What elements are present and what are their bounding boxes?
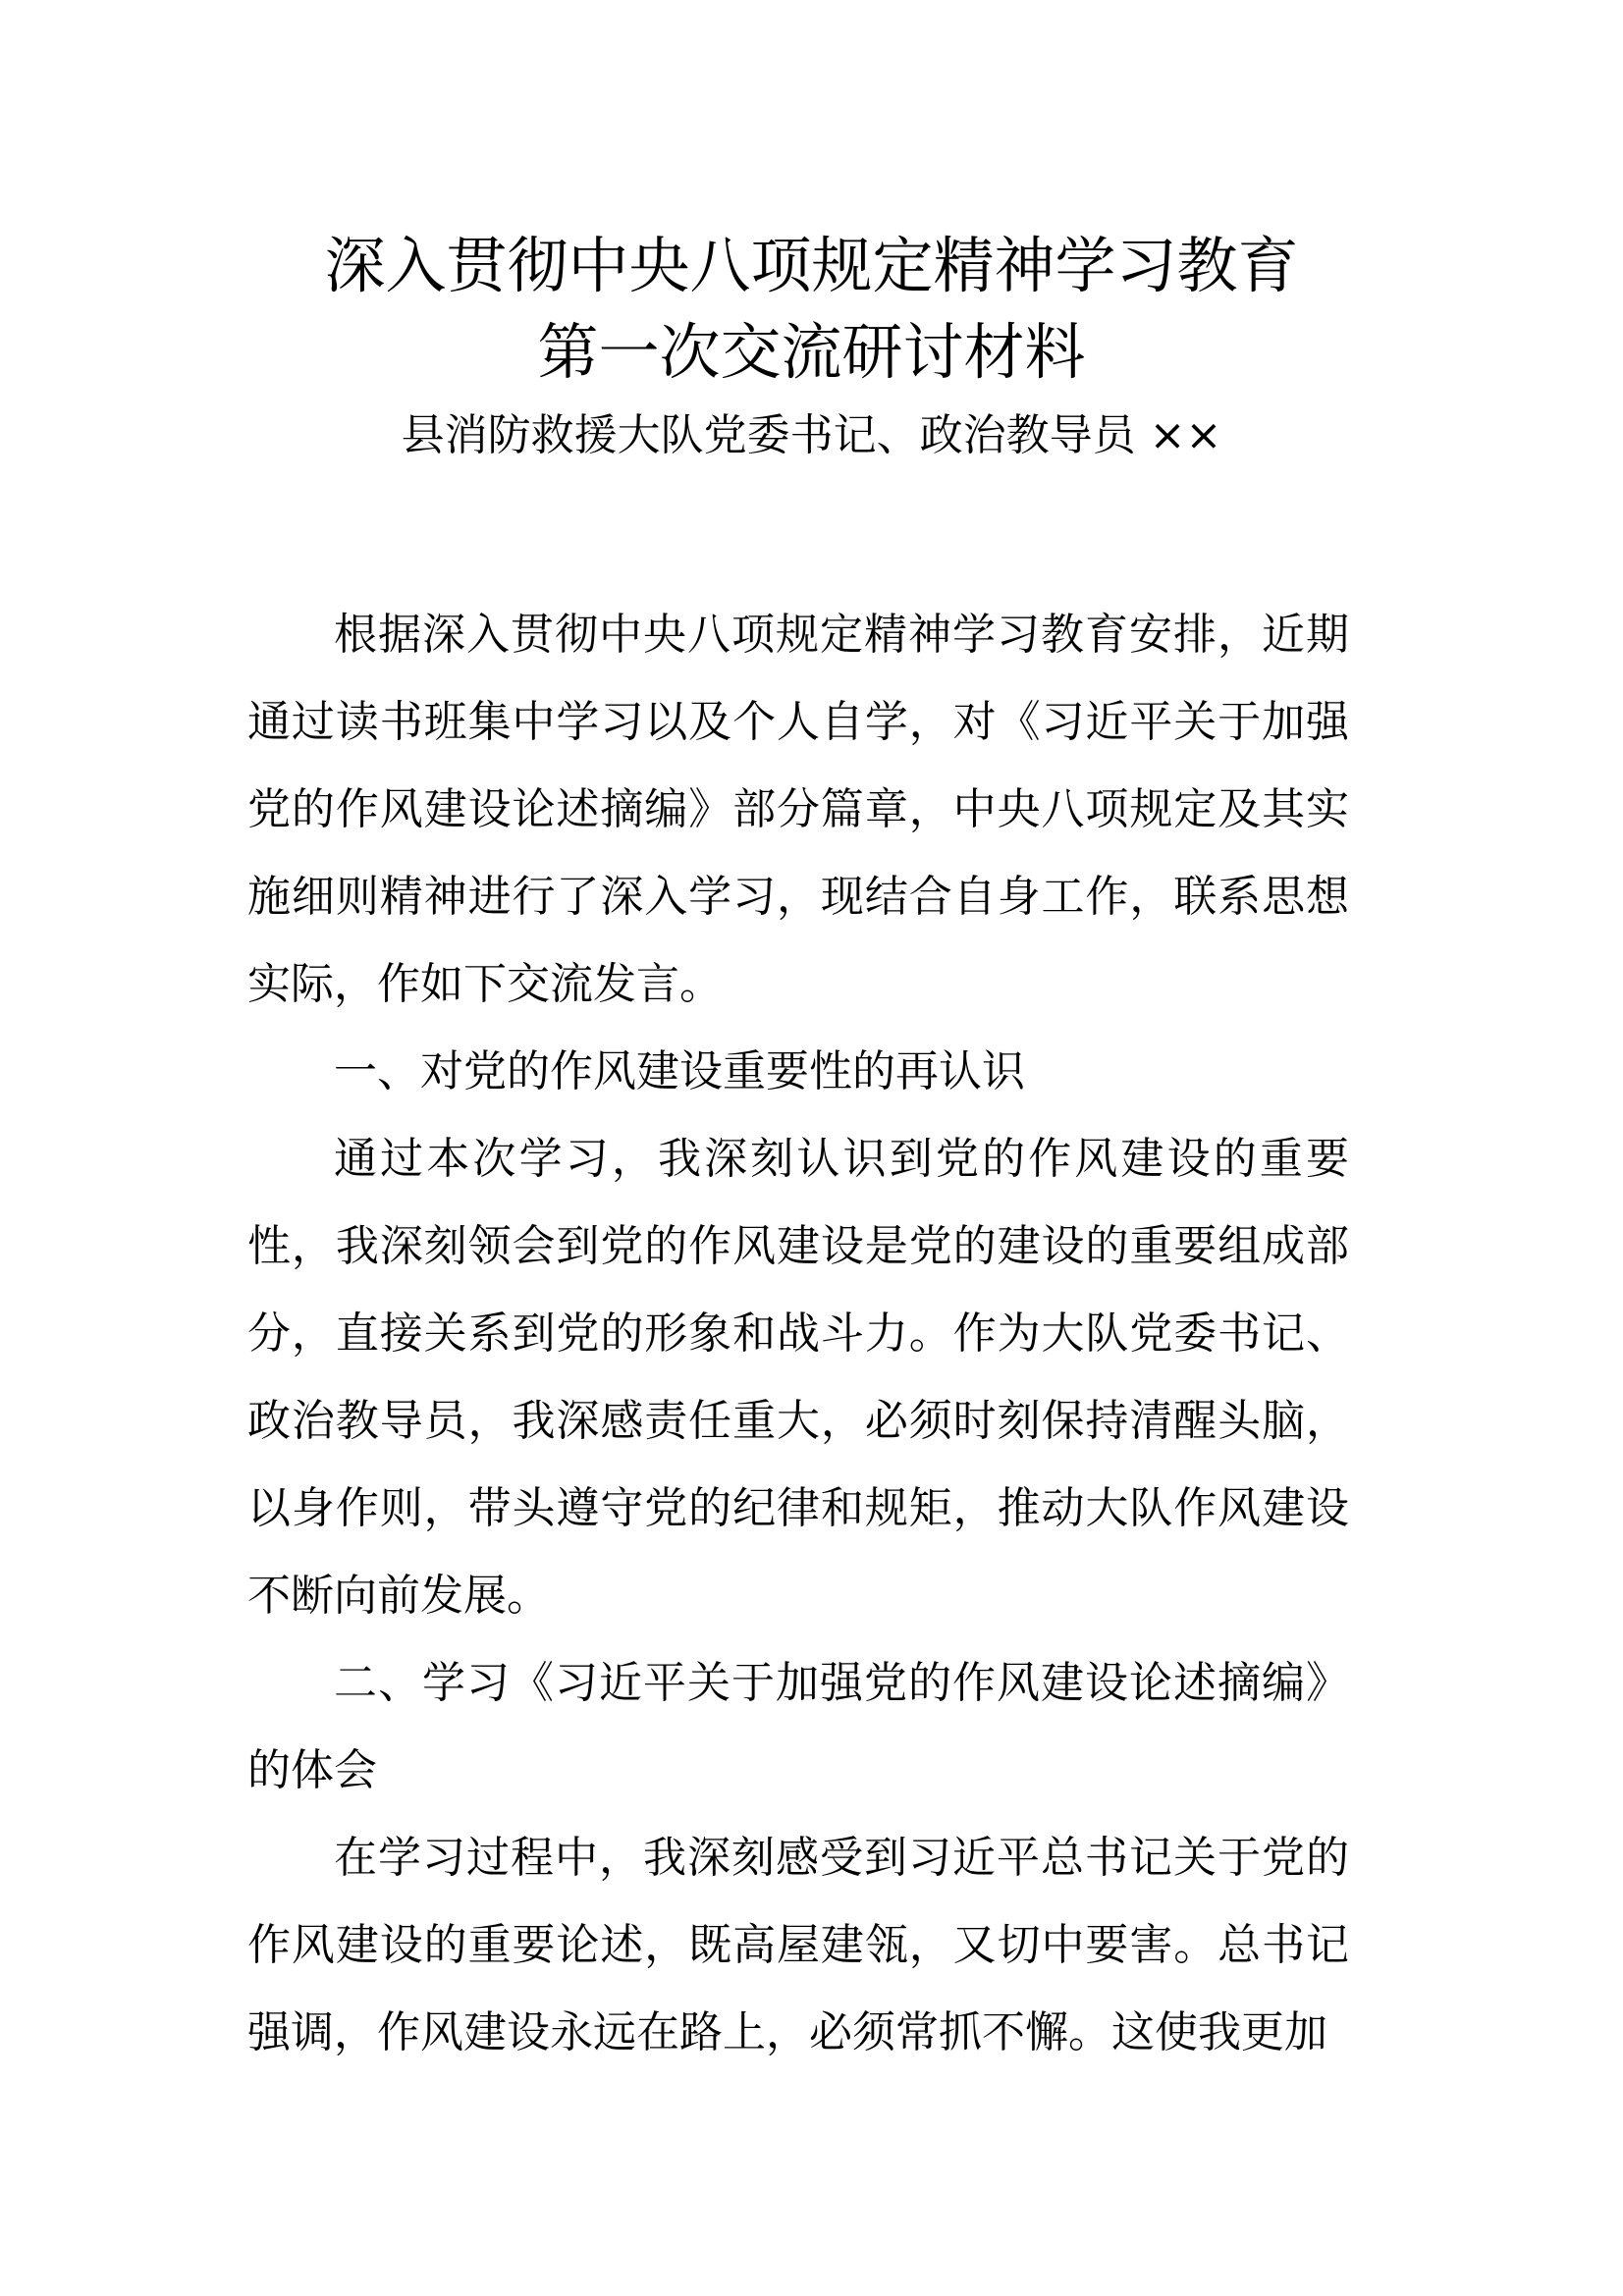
paragraph-section-2: 在学习过程中，我深刻感受到习近平总书记关于党的作风建设的重要论述，既高屋建瓴，又切中要害。总书记强调，作风建设永远在路上，必须常抓不懈。这使我更加 xyxy=(247,1833,1349,2057)
document-title-line-2: 第一次交流研讨材料 xyxy=(537,316,1086,388)
section-heading-1: 一、对党的作风建设重要性的再认识 xyxy=(334,1046,1025,1096)
paragraph-intro: 根据深入贯彻中央八项规定精神学习教育安排，近期通过读书班集中学习以及个人自学，对《习近平关于加强党的作风建设论述摘编》部分篇章，中央八项规定及其实施细则精神进行了深入学习，现结合自身工作，联系思想实际，作如下交流发言。 xyxy=(247,610,1349,1009)
document-title-line-1: 深入贯彻中央八项规定精神学习教育 xyxy=(324,230,1299,301)
document-body xyxy=(247,591,1349,2076)
section-heading-2: 二、学习《习近平关于加强党的作风建设论述摘编》的体会 xyxy=(247,1658,1349,1795)
paragraph-section-1: 通过本次学习，我深刻认识到党的作风建设的重要性，我深刻领会到党的作风建设是党的建设的重要组成部分，直接关系到党的形象和战斗力。作为大队党委书记、政治教导员，我深感责任重大，必须时刻保持清醒头脑，以身作则，带头遵守党的纪律和规矩，推动大队作风建设不断向前发展。 xyxy=(247,1134,1349,1621)
document-author: 县消防救援大队党委书记、政治教导员 ×× xyxy=(401,410,1222,460)
